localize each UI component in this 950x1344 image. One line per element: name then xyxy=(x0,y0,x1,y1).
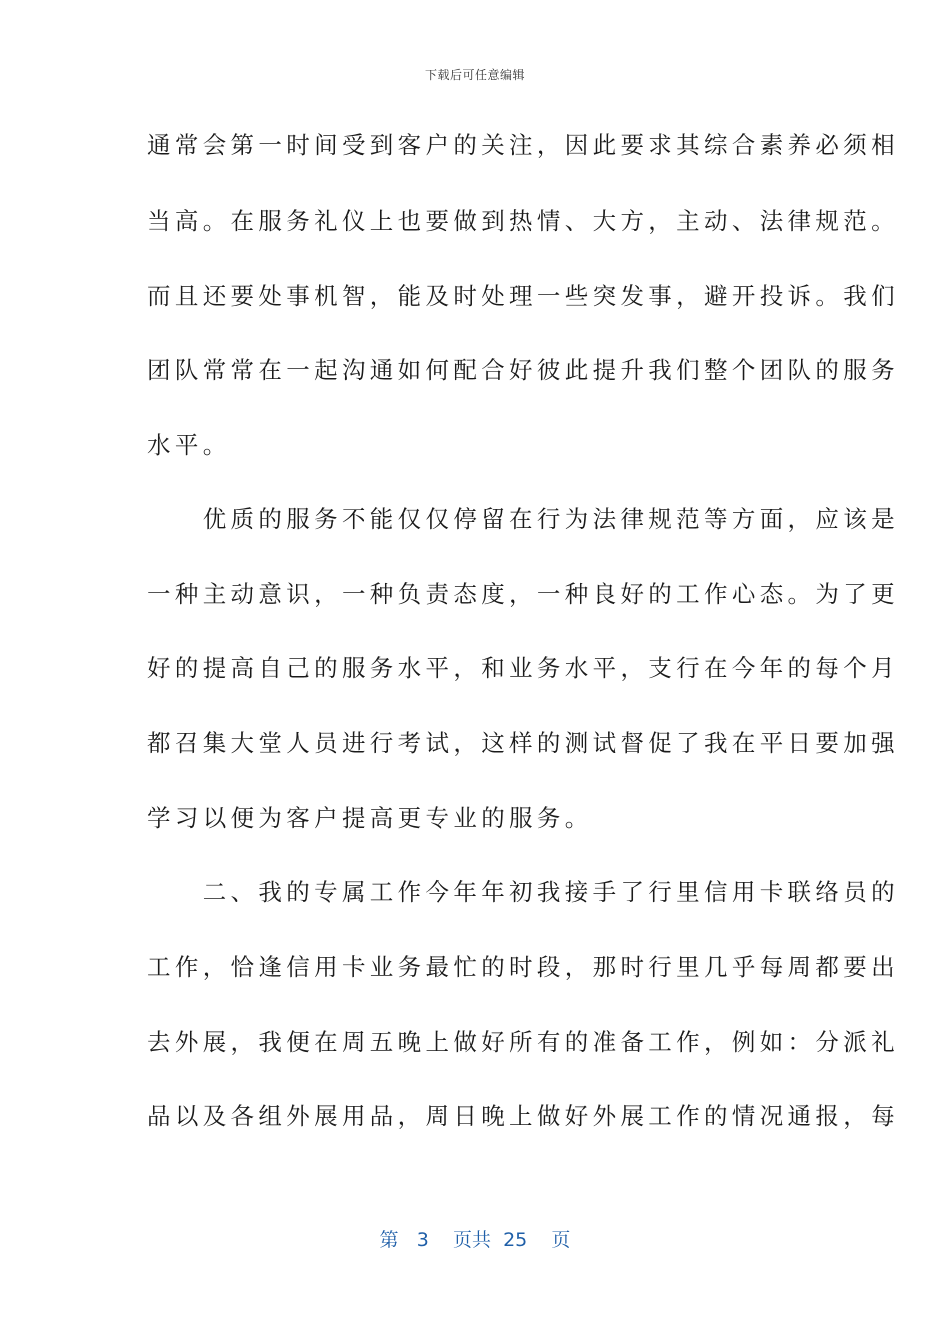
page-header: 下载后可任意编辑 xyxy=(424,68,525,82)
text-line: 水平。 xyxy=(147,431,231,459)
text-line: 去外展，我便在周五晚上做好所有的准备工作，例如：分派礼 xyxy=(147,1028,899,1056)
text-line: 通常会第一时间受到客户的关注，因此要求其综合素养必须相 xyxy=(147,131,899,159)
footer-prefix: 第 xyxy=(379,1229,399,1251)
text-line: 品以及各组外展用品，周日晚上做好外展工作的情况通报，每 xyxy=(147,1102,899,1130)
footer-middle: 页共 xyxy=(452,1229,491,1251)
text-line: 团队常常在一起沟通如何配合好彼此提升我们整个团队的服务 xyxy=(147,356,899,384)
text-line: 优质的服务不能仅仅停留在行为法律规范等方面，应该是 xyxy=(147,505,899,533)
text-line: 都召集大堂人员进行考试，这样的测试督促了我在平日要加强 xyxy=(147,729,899,757)
page-footer xyxy=(0,1225,950,1252)
text-line: 工作，恰逢信用卡业务最忙的时段，那时行里几乎每周都要出 xyxy=(147,953,899,981)
current-page-number: 3 xyxy=(416,1229,429,1251)
footer-suffix: 页 xyxy=(551,1229,571,1251)
text-line: 而且还要处事机智，能及时处理一些突发事，避开投诉。我们 xyxy=(147,282,899,310)
text-line: 二、我的专属工作今年年初我接手了行里信用卡联络员的 xyxy=(147,878,899,906)
text-line: 一种主动意识，一种负责态度，一种良好的工作心态。为了更 xyxy=(147,580,899,608)
text-line: 当高。在服务礼仪上也要做到热情、大方，主动、法律规范。 xyxy=(147,207,899,235)
total-pages-number: 25 xyxy=(503,1229,528,1251)
text-line: 学习以便为客户提高更专业的服务。 xyxy=(147,804,593,832)
text-line: 好的提高自己的服务水平，和业务水平，支行在今年的每个月 xyxy=(147,654,899,682)
